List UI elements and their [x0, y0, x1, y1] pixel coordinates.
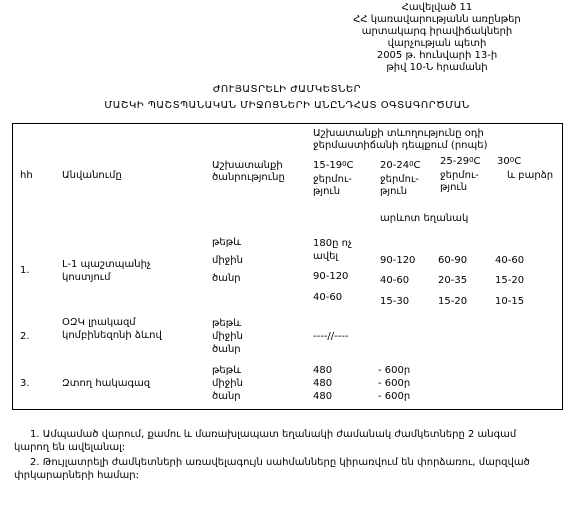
col-header-name: Անվանումը [62, 170, 122, 181]
temp-unit: C [514, 156, 522, 167]
row-3-t1-light: 480 [313, 365, 333, 376]
header-line: 2005 թ. հունվարի 13-ի [376, 50, 498, 61]
temp-col-header-2 [380, 160, 421, 172]
row-3-t2-heavy: - 600ր [378, 391, 411, 402]
row-2-severity-light: թեթև [212, 318, 242, 329]
col-header-severity: Աշխատանքի ծանրությունը [212, 160, 285, 183]
row-1-t2-light: 90-120 [380, 255, 416, 266]
temp-col-label-3: ջերմու-թյուն [440, 170, 479, 193]
row-3-name: Զտող հակագազ [62, 378, 151, 389]
row-3-t1-heavy: 480 [313, 391, 333, 402]
note-2: 2. Թույլատրելի ժամկետների առավելագույն սահմանները կիրառվում են փորձառու, մարզված փրկարարների համար: [14, 457, 530, 481]
row-3-t1-medium: 480 [313, 378, 333, 389]
temp-col-header-4 [497, 156, 521, 168]
row-2-severity-medium: միջին [212, 331, 243, 342]
degree-symbol: 0 [342, 160, 347, 168]
sub-header-sunny: արևոտ եղանակ [380, 213, 469, 224]
degree-symbol: 0 [409, 160, 414, 168]
row-1-t3-heavy: 15-20 [438, 296, 468, 307]
row-3-severity-light: թեթև [212, 365, 242, 376]
header-line: արտակարգ իրավիճակների [361, 26, 513, 37]
temp-col-label-1: ջերմու-թյուն [313, 174, 352, 197]
degree-symbol: 0 [509, 156, 515, 164]
row-2-t1-ditto: ----//---- [313, 331, 349, 342]
temp-col-header-3 [440, 156, 481, 168]
temp-unit: C [473, 156, 481, 167]
row-1-t1-heavy: 40-60 [313, 292, 343, 303]
header-line: ՀՀ կառավարությանն առընթեր [353, 14, 521, 25]
row-3-t2-medium: - 600ր [378, 378, 411, 389]
row-1-t3-medium: 20-35 [438, 275, 468, 286]
notes-section [14, 428, 554, 482]
document-title-line1: ԺՈՒՅԱՏՐԵԼԻ ԺԱՄԿԵՏՆԵՐ [212, 84, 362, 95]
temp-range: 25-29 [440, 156, 470, 167]
document-header [300, 2, 574, 74]
col-header-group: Աշխատանքի տևողությունը օդի ջերմաստիճանի դեպքում (րոպե) [313, 128, 488, 151]
row-1-t1-medium: 90-120 [313, 271, 349, 282]
row-1-t4-light: 40-60 [495, 255, 525, 266]
row-2-number: 2. [20, 331, 30, 342]
temp-unit: C [413, 160, 421, 171]
row-3-severity-heavy: ծանր [212, 391, 241, 402]
row-1-number: 1. [20, 265, 30, 276]
temp-col-label-2: ջերմու-թյուն [380, 174, 419, 197]
row-3-severity-medium: միջին [212, 378, 243, 389]
document-title-line2: ՄԱՇԿԻ ՊԱՇՏՊԱՆԱԿԱՆ ՄԻՋՈՑՆԵՐԻ ԱՆԸՆԴՀԱՏ ՕԳՏԱԳՈՐԾՄԱՆ [104, 100, 470, 111]
row-1-t2-medium: 40-60 [380, 275, 410, 286]
row-2-severity-heavy: ծանր [212, 344, 241, 355]
row-1-t1-light: 180ը ոչ ավել [313, 238, 352, 262]
row-2-name: ՕԶԿ լրակազմ կոմբինեզոնի ձևով [62, 317, 162, 341]
row-1-t3-light: 60-90 [438, 255, 468, 266]
header-line: թիվ 10-Ն հրամանի [386, 62, 488, 73]
row-1-t2-heavy: 15-30 [380, 296, 410, 307]
row-1-severity-medium: միջին [212, 255, 243, 266]
row-1-t4-heavy: 10-15 [495, 296, 525, 307]
col-header-number: հհ [20, 170, 33, 181]
row-1-severity-light: թեթև [212, 237, 242, 248]
temp-range: 15-19 [313, 160, 343, 171]
degree-symbol: 0 [469, 156, 474, 164]
row-1-t4-medium: 15-20 [495, 275, 525, 286]
header-line: վարչության պետի [387, 38, 487, 49]
temp-col-label-4: և բարձր [507, 170, 554, 181]
row-1-name: L-1 պաշտպանիչ կոստյում [62, 259, 151, 283]
header-line: Հավելված 11 [401, 2, 473, 13]
row-3-t2-light: - 600ր [378, 365, 411, 376]
note-1: 1. Ամպամած վարում, քամու և մառախլապատ եղանակի ժամանակ ժամկետները 2 անգամ կարող են ավելանալ: [14, 429, 517, 453]
row-1-severity-heavy: ծանր [212, 273, 241, 284]
row-3-number: 3. [20, 378, 30, 389]
temp-range: 30 [497, 156, 510, 167]
temp-unit: C [346, 160, 354, 171]
temp-range: 20-24 [380, 160, 410, 171]
temp-col-header-1 [313, 160, 354, 172]
